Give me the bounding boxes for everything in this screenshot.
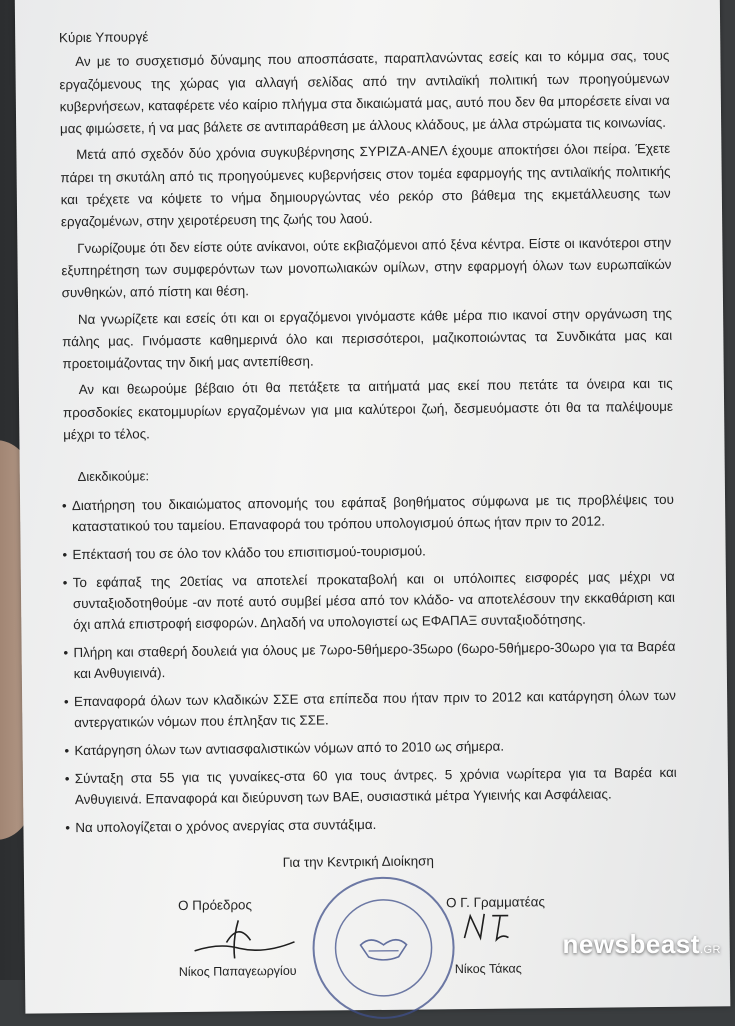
newsbeast-watermark: [562, 929, 721, 960]
bullet-icon: •: [63, 644, 69, 660]
demand-text: Το εφάπαξ της 20ετίας να αποτελεί προκαταβολή και οι υπόλοιπες εισφορές μας μέχρι να συνταξιοδοτηθούμε -αν ποτέ αυτό συμβεί μέσα από τον κλάδο- να αποτελέσουν την εκκαθάριση και όχι απλά επιστροφή εισφορών. Δηλαδή να υπολογιστεί ως ΕΦΑΠΑΞ συνταξιοδότησης.: [72, 568, 675, 632]
demand-item: [66, 733, 676, 760]
demand-item: [64, 537, 674, 564]
demand-item: [65, 635, 675, 683]
president-title: Ο Πρόεδρος: [178, 896, 252, 913]
paragraph: Γνωρίζουμε ότι δεν είστε ούτε ανίκανοι, ούτε εκβιαζόμενοι από ξένα κέντρα. Είστε οι ικανότεροι στην εξυπηρέτηση των συμφερόντων των μονοπωλιακών ομίλων, στην εφαρμογή όλων των ευρωπαϊκών συνθηκών, από πίστη και θέση.: [61, 234, 672, 301]
demand-item: [64, 761, 677, 809]
bullet-icon: •: [65, 819, 71, 835]
union-stamp: [308, 872, 460, 1024]
president-name: Νίκος Παπαγεωργίου: [178, 963, 297, 979]
demand-text: Επαναφορά όλων των κλαδικών ΣΣΕ στα επίπεδα που ήταν πριν το 2012 και κατάργηση όλων των αντεργατικών νόμων που έπληξαν τις ΣΣΕ.: [73, 687, 677, 730]
demand-text: Σύνταξη στα 55 για τις γυναίκες-στα 60 για τους άντρες. 5 χρόνια νωρίτερα για τα Βαρέα και Ανθυγιεινά. Επαναφορά και διεύρυνση των ΒΑΕ, ουσιαστικά μέτρα Υγιεινής και Ασφάλειας.: [74, 764, 677, 807]
secretary-signature: [458, 907, 538, 948]
demand-text: Διατήρηση του δικαιώματος απονομής του εφάπαξ βοηθήματος σύμφωνα με τις προβλέψεις του καταστατικού του ταμείου. Επαναφορά του τρόπου υπολογισμού όπως ήταν πριν το 2012.: [71, 491, 674, 534]
bullet-icon: •: [62, 546, 68, 562]
demand-text: Πλήρη και σταθερή δουλειά για όλους με 7ωρο-5θήμερο-35ωρο (6ωρο-5θήμερο-30ωρο για τα Βαρέα και Ανθυγιεινά).: [73, 638, 676, 681]
hq-label: Για την Κεντρική Διοίκηση: [282, 852, 434, 870]
demand-item: [62, 565, 676, 634]
demand-item: [61, 488, 674, 536]
watermark-brand: newsbeast: [562, 929, 700, 959]
bullet-icon: •: [63, 693, 69, 709]
demand-text: Επέκτασή του σε όλο τον κλάδο του επισιτισμού-τουρισμού.: [72, 543, 426, 562]
bullet-icon: •: [64, 742, 70, 758]
president-signature: [186, 911, 307, 962]
demand-item: [67, 810, 677, 837]
bullet-icon: •: [64, 770, 70, 786]
paragraph: Μετά από σχεδόν δύο χρόνια συγκυβέρνησης ΣΥΡΙΖΑ-ΑΝΕΛ έχουμε αποκτήσει όλοι πείρα. Έχετε πάρει τη σκυτάλη από τις προηγούμενες κυβερνήσεις στον τομέα εφαρμογής της αντιλαϊκής πολιτικής και τρέχετε να κόψετε το νήμα δημιουργώντας νέο ρεκόρ στο βάθεμα της εκμετάλλευσης των εργαζομένων, στην χειροτέρευση της ζωής του λαού.: [60, 141, 671, 230]
signature-block: [68, 847, 680, 1003]
letter-body: [59, 21, 679, 1004]
salutation: Κύριε Υπουργέ: [58, 29, 149, 46]
paragraph: Αν με το συσχετισμό δύναμης που αποσπάσατε, παραπλανώντας εσείς και το κόμμα σας, τους εργαζόμενους της χώρας για αλλαγή σελίδας από την αντιλαϊκή πολιτική των προηγούμενων κυβερνήσεων, καταφέρετε νέο καίριο πλήγμα στα δικαιώματά μας, αυτό που δεν θα μπορέσετε είναι να μας φιμώσετε, ή να μας βάλετε σε αντιπαράθεση με άλλους κλάδους, με άλλα στρώματα τις κοινωνίας.: [59, 48, 670, 137]
bullet-icon: •: [62, 574, 68, 590]
demand-item: [63, 684, 677, 732]
paragraph: Αν και θεωρούμε βέβαιο ότι θα πετάξετε τα αιτήματά μας εκεί που πετάτε τα όνειρα και τις προσδοκίες εκατομμυρίων εργαζομένων για μια καλύτεροι ζωή, δεσμευόμαστε ότι θα τα παλέψουμε μέχρι το τέλος.: [62, 376, 673, 443]
demands-title: Διεκδικούμε:: [77, 468, 150, 485]
demand-text: Κατάργηση όλων των αντιασφαλιστικών νόμων από το 2010 ως σήμερα.: [74, 738, 505, 758]
demand-text: Να υπολογίζεται ο χρόνος ανεργίας στα συντάξιμα.: [75, 816, 377, 835]
secretary-title: Ο Γ. Γραμματέας: [446, 893, 546, 910]
bullet-icon: •: [61, 497, 67, 513]
paragraph: Να γνωρίζετε και εσείς ότι και οι εργαζόμενοι γινόμαστε κάθε μέρα πιο ικανοί στην οργάνωση της πάλης μας. Γινόμαστε καθημερινά όλο και περισσότεροι, μαζικοποιώντας τα Συνδικάτα μας και προετοιμάζοντας την δική μας αντεπίθεση.: [62, 305, 673, 372]
watermark-suffix: .GR: [699, 944, 721, 956]
secretary-name: Νίκος Τάκας: [454, 961, 522, 976]
